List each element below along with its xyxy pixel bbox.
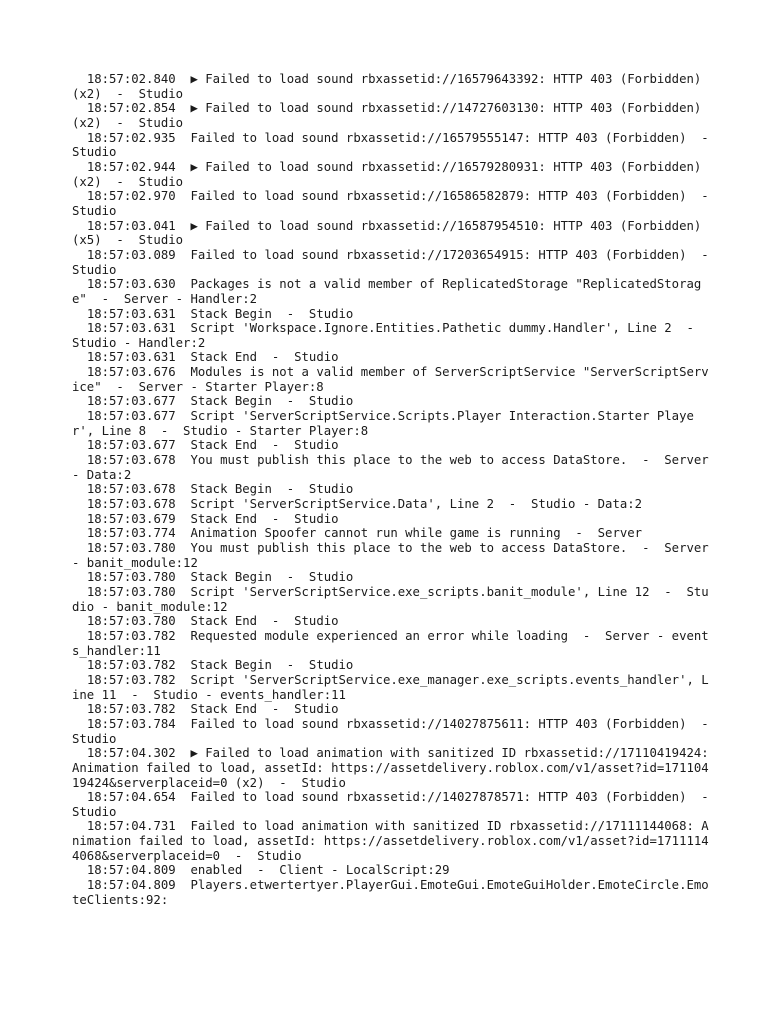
log-line: 18:57:03.782 Script 'ServerScriptService.exe_manager.exe_scripts.events_handler', Line 11 - Studio - events_handler:11 (72, 672, 709, 702)
log-line: 18:57:04.809 Players.etwertertyer.PlayerGui.EmoteGui.EmoteGuiHolder.EmoteCircle.EmoteClients:92: (72, 878, 709, 907)
log-line: 18:57:02.854 ▶ Failed to load sound rbxassetid://14727603130: HTTP 403 (Forbidden) (x2) - Studio (72, 101, 709, 130)
log-line: 18:57:03.780 Stack End - Studio (72, 614, 339, 629)
log-line: 18:57:03.678 Stack Begin - Studio (72, 482, 354, 497)
log-line: 18:57:03.677 Script 'ServerScriptService.Scripts.Player Interaction.Starter Player', Line 8 - Studio - Starter Player:8 (72, 409, 694, 438)
log-line: 18:57:04.302 ▶ Failed to load animation with sanitized ID rbxassetid://17110419424: Animation failed to load, assetId: https://assetdelivery.roblox.com/v1/asset?id=17110419424&serverplaceid=0 (x2) - Studio (72, 746, 717, 790)
log-line: 18:57:03.784 Failed to load sound rbxassetid://14027875611: HTTP 403 (Forbidden) - Studio (72, 716, 724, 746)
log-line: 18:57:03.089 Failed to load sound rbxassetid://17203654915: HTTP 403 (Forbidden) - Studio (72, 247, 724, 277)
log-line: 18:57:03.774 Animation Spoofer cannot run while game is running - Server (72, 526, 643, 541)
log-line: 18:57:03.782 Stack Begin - Studio (72, 658, 354, 673)
log-line: 18:57:03.631 Stack End - Studio (72, 350, 339, 365)
log-line: 18:57:03.677 Stack End - Studio (72, 438, 339, 453)
log-line: 18:57:02.970 Failed to load sound rbxassetid://16586582879: HTTP 403 (Forbidden) - Studio (72, 189, 724, 218)
log-line: 18:57:03.679 Stack End - Studio (72, 511, 339, 526)
log-line: 18:57:02.935 Failed to load sound rbxassetid://16579555147: HTTP 403 (Forbidden) - Studio (72, 130, 724, 160)
log-line: 18:57:03.631 Script 'Workspace.Ignore.Entities.Pathetic dummy.Handler', Line 2 - Studio - Handler:2 (72, 321, 709, 350)
log-line: 18:57:04.731 Failed to load animation with sanitized ID rbxassetid://17111144068: Animation failed to load, assetId: https://assetdelivery.roblox.com/v1/asset?id=17111144068&serverplaceid=0 - Studio (72, 819, 709, 863)
log-line: 18:57:03.678 Script 'ServerScriptService.Data', Line 2 - Studio - Data:2 (72, 497, 643, 512)
log-line: 18:57:03.678 You must publish this place to the web to access DataStore. - Server - Data:2 (72, 453, 717, 482)
log-line: 18:57:02.840 ▶ Failed to load sound rbxassetid://16579643392: HTTP 403 (Forbidden) (x2) - Studio (72, 72, 709, 101)
output-log (72, 72, 724, 907)
log-line: 18:57:03.630 Packages is not a valid member of ReplicatedStorage "ReplicatedStorage" - Server - Handler:2 (72, 277, 702, 306)
log-line: 18:57:03.041 ▶ Failed to load sound rbxassetid://16587954510: HTTP 403 (Forbidden) (x5) - Studio (72, 218, 709, 248)
log-line: 18:57:02.944 ▶ Failed to load sound rbxassetid://16579280931: HTTP 403 (Forbidden) (x2) - Studio (72, 159, 709, 189)
log-line: 18:57:03.782 Requested module experienced an error while loading - Server - events_handler:11 (72, 628, 709, 658)
log-line: 18:57:03.780 Script 'ServerScriptService.exe_scripts.banit_module', Line 12 - Studio - banit_module:12 (72, 584, 709, 614)
log-line: 18:57:04.654 Failed to load sound rbxassetid://14027878571: HTTP 403 (Forbidden) - Studio (72, 790, 724, 819)
log-line: 18:57:03.780 Stack Begin - Studio (72, 570, 354, 585)
log-line: 18:57:03.631 Stack Begin - Studio (72, 306, 354, 321)
log-line: 18:57:03.780 You must publish this place to the web to access DataStore. - Server - banit_module:12 (72, 541, 717, 570)
log-line: 18:57:04.809 enabled - Client - LocalScript:29 (72, 863, 450, 878)
log-line: 18:57:03.676 Modules is not a valid member of ServerScriptService "ServerScriptService" - Server - Starter Player:8 (72, 365, 709, 394)
log-line: 18:57:03.782 Stack End - Studio (72, 702, 339, 717)
log-line: 18:57:03.677 Stack Begin - Studio (72, 394, 354, 409)
